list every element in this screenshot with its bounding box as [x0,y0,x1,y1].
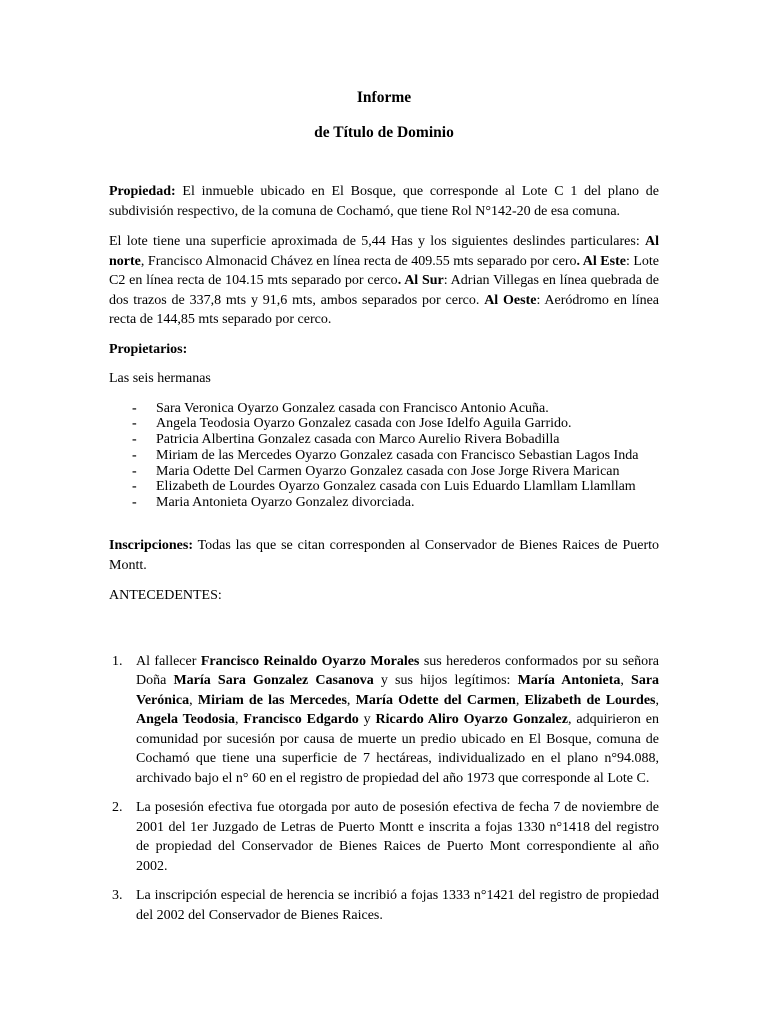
list-dash: - [132,416,137,432]
lote-text-5: : Aeródromo en línea recta de 144,85 mts separado por cerco. [109,292,660,327]
lote-este-label: . Al Este [576,253,626,269]
list-item [109,495,659,511]
antecedentes-heading: ANTECEDENTES: [109,588,222,604]
lote-paragraph [109,232,659,330]
text-run: , [620,673,632,689]
text-run: , [515,692,525,708]
owner-text: Elizabeth de Lourdes Oyarzo Gonzalez casada con Luis Eduardo Llamllam Llamllam [156,479,636,495]
list-item [109,401,659,417]
antecedente-item-1 [109,652,659,789]
list-item [109,432,659,448]
owner-text: Miriam de las Mercedes Oyarzo Gonzalez casada con Francisco Sebastian Lagos Inda [156,447,639,463]
document-subtitle: de Título de Dominio [314,123,454,141]
propietarios-label: Propietarios: [109,341,188,357]
propiedad-paragraph [109,182,659,221]
antecedentes-list [109,652,659,926]
list-item [109,479,659,495]
list-item [109,448,659,464]
inscripciones-label: Inscripciones: [109,538,193,554]
bold-name: María Antonieta [517,673,621,689]
text-run: y sus hijos legítimos: [373,673,518,689]
owner-text: Sara Veronica Oyarzo Gonzalez casada con Francisco Antonio Acuña. [156,400,549,416]
bold-name: Francisco Edgardo [243,712,359,728]
bold-name: Miriam de las Mercedes [197,692,347,708]
list-dash: - [132,463,137,479]
text-run: , [655,692,660,708]
list-dash: - [132,495,137,511]
document-title: Informe [356,89,412,106]
antecedente-text: La inscripción especial de herencia se incribió a fojas 1333 n°1421 del registro de propiedad del 2002 del Conservador de Bienes Raices. [136,888,659,923]
lote-sur-label: . Al Sur [397,273,444,288]
owner-text: Maria Antonieta Oyarzo Gonzalez divorciada. [156,495,415,511]
bold-name: Angela Teodosia [136,712,236,728]
owner-text: Patricia Albertina Gonzalez casada con Marco Aurelio Rivera Bobadilla [156,432,560,448]
list-item [109,464,659,480]
text-run: , [346,692,356,708]
bold-name: María Odette del Carmen [355,692,516,708]
bold-name: Francisco Reinaldo Oyarzo Morales [200,653,420,669]
document-body [109,84,659,935]
list-dash: - [132,400,137,416]
list-dash: - [132,432,137,448]
item-number: 2. [112,800,123,816]
list-item [109,416,659,432]
owners-list [109,401,659,512]
text-run: y [358,712,376,728]
seis-hermanas-text: Las seis hermanas [109,371,211,386]
propiedad-label: Propiedad: [109,184,176,199]
text-run: , [189,692,198,708]
propietarios-heading [109,340,659,360]
owner-text: Maria Odette Del Carmen Oyarzo Gonzalez casada con Jose Jorge Rivera Marican [156,463,620,479]
owner-text: Angela Teodosia Oyarzo Gonzalez casada con Jose Idelfo Aguila Garrido. [156,416,572,432]
text-run: Al fallecer [136,653,201,669]
lote-norte-label: Al norte [109,234,659,269]
antecedente-text [136,652,659,789]
inscripciones-text: Todas las que se citan corresponden al Conservador de Bienes Raices de Puerto Montt. [109,538,659,573]
antecedente-text: La posesión efectiva fue otorgada por auto de posesión efectiva de fecha 7 de noviembre de 2001 del 1er Juzgado de Letras de Puerto Montt e inscrita a fojas 1330 n°1418 del registro de propiedad del Conservador de Bienes Raices de Puerto Mont correspondiente al año 2002. [136,800,659,874]
bold-name: Elizabeth de Lourdes [524,692,656,708]
text-run: , adquirieron en comunidad por sucesión por causa de muerte un predio ubicado en El Bosque, comuna de Cochamó que tiene una superficie de 7 hectáreas, individualizado en el plano n°94.088, archivado bajo el n° 60 en el registro de propiedad del año 1973 que corresponde al Lote C. [136,712,659,786]
lote-text-1: El lote tiene una superficie aproximada de 5,44 Has y los siguientes deslindes particulares: [109,234,645,249]
antecedente-item-3 [109,886,659,925]
text-run: , [235,712,244,728]
text-run: sus herederos conformados por su señora Doña [136,653,659,689]
item-number: 3. [112,888,123,904]
lote-text-2: , Francisco Almonacid Chávez en línea recta de 409.55 mts separado por cero [140,253,577,269]
bold-name: Ricardo Aliro Oyarzo Gonzalez [375,712,568,728]
list-dash: - [132,447,137,463]
lote-text-4: : Adrian Villegas en línea quebrada de dos trazos de 337,8 mts y 91,6 mts, ambos separados por cerco. [109,273,659,308]
lote-text-3: : Lote C2 en línea recta de 104.15 mts separado por cerco [109,253,660,288]
antecedente-item-2 [109,798,659,876]
bold-name: María Sara Gonzalez Casanova [173,673,374,689]
list-dash: - [132,479,137,495]
lote-oeste-label: Al Oeste [484,292,537,308]
item-number: 1. [112,653,123,669]
bold-name: Sara Verónica [136,673,660,708]
propiedad-text: El inmueble ubicado en El Bosque, que corresponde al Lote C 1 del plano de subdivisión respectivo, de la comuna de Cochamó, que tiene Rol N°142-20 de esa comuna. [109,184,659,219]
inscripciones-paragraph [109,536,659,575]
